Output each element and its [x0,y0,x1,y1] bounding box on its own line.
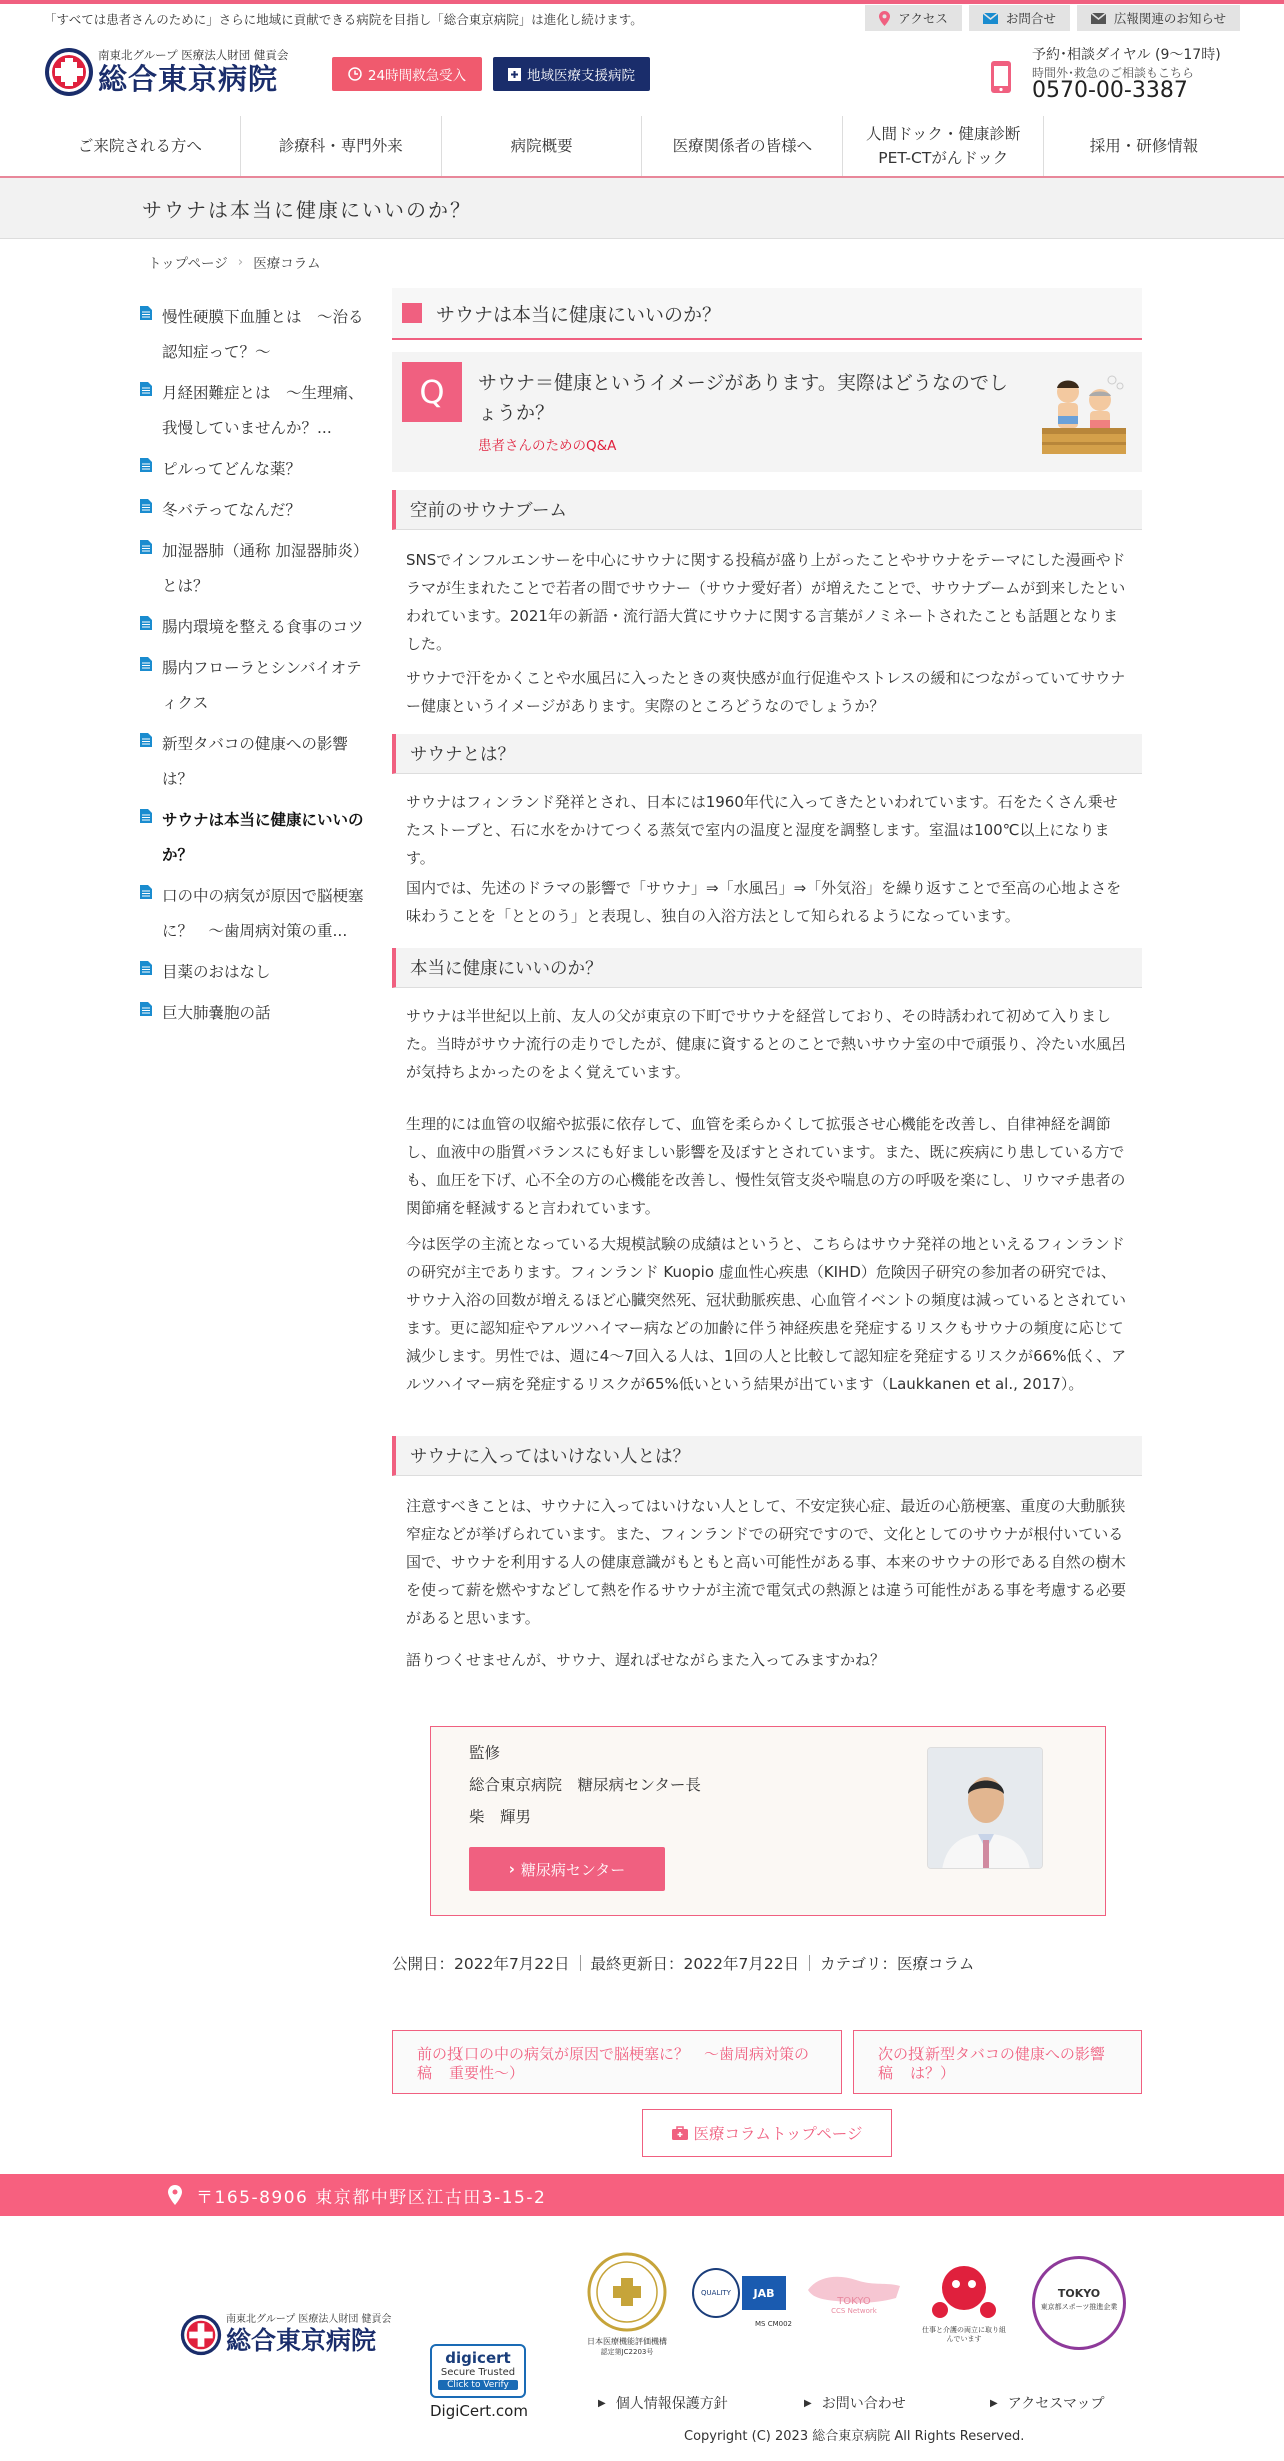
document-icon [140,540,152,554]
column-top-button[interactable] [642,2109,892,2157]
phone-hours: 予約･相談ダイヤル (9〜17時) [1032,47,1221,63]
nav-checkup[interactable]: 人間ドック・健康診断 PET-CTがんドック [843,116,1044,176]
sidebar-item-label: ピルってどんな薬？ [162,460,302,478]
contact-label: お問合せ [1005,11,1056,26]
chevron-right-icon: › [237,254,244,270]
top-links [865,5,1240,31]
sidebar-item[interactable] [140,651,370,721]
top-accent-line [0,0,1284,4]
question-box [392,352,1142,472]
sports-badge [1032,2256,1126,2350]
diabetes-center-button[interactable] [469,1847,665,1891]
pr-news-label: 広報関連のお知らせ [1113,11,1226,26]
sidebar-item[interactable] [140,493,370,528]
section-paragraph: 国内では、先述のドラマの影響で「サウナ」⇒「水風呂」⇒「外気浴」を繰り返すことで至高の心地よさを味わうことを「ととのう」と表現し、独自の入浴方法として知られるようになっています。 [406,879,1122,925]
sidebar-item[interactable] [140,727,370,797]
supervisor-dept: 総合東京病院 糖尿病センター長 [469,1776,701,1794]
section-paragraph: 今は医学の主流となっている大規模試験の成績はというと、こちらはサウナ発祥の地といえるフィンランドの研究が主であります。フィンランド Kuopio 虚血性心疾患（KIHD）危険因子研究の参加者の研究では、サウナ入浴の回数が増えるほど心臓突然死、冠状動脈疾患、心血管イベントの頻度は減っているとされています。更に認知症やアルツハイマー病などの加齢に伴う神経疾患を発症するリスクもサウナの頻度に応じて減少します。男性では、週に4〜7回入る人は、1回の人と比較して認知症を発症するリスクが66%低く、アルツハイマー病を発症するリスクが65%低いという結果が出ています（Laukkanen et al., 2017）。 [406,1235,1127,1393]
sidebar-item[interactable] [140,955,370,990]
tokyo-network-badge [804,2270,904,2326]
sidebar-item-label: 月経困難症とは 〜生理痛、我慢していませんか？... [162,384,364,437]
digicert-site: DigiCert.com [430,2402,528,2420]
nav-recruit[interactable]: 採用・研修情報 [1089,137,1199,155]
document-icon [140,382,152,396]
section-paragraph: サウナで汗をかくことや水風呂に入ったときの爽快感が血行促進やストレスの緩和につながっていてサウナー健康というイメージがあります。実際のところどうなのでしょうか？ [406,669,1126,715]
sidebar-item-label: 腸内フローラとシンバイオティクス [162,659,362,712]
sidebar-item-current[interactable] [140,803,370,873]
sauna-illustration-icon [1038,366,1130,458]
logo-subtitle: 南東北グループ 医療法人財団 健貢会 [98,48,289,62]
article-title: サウナは本当に健康にいいのか？ [436,303,722,326]
sidebar-item-label: サウナは本当に健康にいいのか？ [162,811,364,864]
section-paragraph: SNSでインフルエンサーを中心にサウナに関する投稿が盛り上がったことやサウナをテーマにした漫画やドラマが生まれたことで若者の間でサウナー（サウナ愛好者）が増えたことで、サウナブームが到来したといわれています。2021年の新語・流行語大賞にサウナに関する言葉がノミネートされたことも話題となりました。 [406,551,1126,653]
iso-badge [692,2268,792,2328]
work-care-mascot-icon [926,2260,1002,2322]
digicert-secure: Secure Trusted [440,2367,516,2378]
sidebar-item-label: 冬バテってなんだ？ [162,501,301,519]
phone-note: 時間外･救急のご相談もこちら [1032,66,1195,80]
emergency-label: 24時間救急受入 [367,68,467,84]
footer-logo-title: 総合東京病院 [226,2326,377,2355]
regional-support-button[interactable] [493,57,650,91]
meta-divider [580,1955,581,1971]
sidebar-item[interactable] [140,879,370,949]
footer-address: 〒165-8906 東京都中野区江古田3-15-2 [196,2187,547,2208]
sidebar-item[interactable] [140,534,370,604]
column-top-label: 医療コラムトップページ [693,2125,863,2143]
section-heading: サウナとは？ [392,734,1142,774]
meta-divider [809,1955,810,1971]
footer-contact-link[interactable] [804,2393,906,2413]
access-label: アクセス [898,11,948,26]
sidebar-item[interactable] [140,376,370,446]
medical-bag-icon [672,2126,688,2140]
clock-icon [348,67,362,81]
jab-mark: JAB [742,2276,786,2310]
footer-logo[interactable] [180,2314,392,2356]
footer-address-bar [0,2174,1284,2216]
footer-contact-label: お問い合わせ [821,2396,906,2412]
diabetes-center-label: 糖尿病センター [520,1860,626,1879]
access-map-link[interactable] [990,2393,1104,2413]
digicert-seal[interactable] [430,2344,526,2420]
digicert-name: digicert [445,2349,511,2367]
supervisor-photo [927,1747,1043,1869]
document-icon [140,657,152,671]
next-post-label: 次の投稿 [878,2045,924,2082]
accreditation-seal-icon [587,2252,667,2332]
access-link[interactable] [865,5,962,31]
section-paragraph: サウナは半世紀以上前、友人の父が東京の下町でサウナを経営しており、その時誘われて初めて入りました。当時がサウナ流行の走りでしたが、健康に資するとのことで熱いサウナ室の中で頑張り、冷たい水風呂が気持ちよかったのをよく覚えています。 [406,1007,1127,1081]
sidebar-item-label: 加湿器肺（通称 加湿器肺炎）とは？ [162,542,369,595]
breadcrumb-column[interactable]: 医療コラム [253,256,321,272]
section-heading: サウナに入ってはいけない人とは？ [392,1436,1142,1476]
prev-post-button[interactable] [392,2030,842,2094]
next-post-button[interactable] [853,2030,1142,2094]
title-square-icon [402,303,422,323]
privacy-label: 個人情報保護方針 [615,2396,728,2412]
footer-logo-subtitle: 南東北グループ 医療法人財団 健貢会 [226,2314,392,2325]
chevron-right-icon: › [508,1860,515,1878]
sidebar-item-label: 巨大肺嚢胞の話 [162,1004,271,1022]
published-date: 公開日：2022年7月22日 [392,1955,570,1973]
supervisor-name: 柴 輝男 [469,1808,532,1826]
quality-mark: QUALITY [692,2268,740,2318]
pr-news-link[interactable] [1077,5,1240,31]
section-paragraph: 語りつくせませんが、サウナ、遅ればせながらまた入ってみますかね？ [406,1651,885,1669]
question-text: サウナ＝健康というイメージがあります。実際はどうなのでしょうか？ [478,372,1008,424]
access-map-label: アクセスマップ [1007,2396,1105,2412]
plus-square-icon [508,68,521,81]
sidebar-item-label: 口の中の病気が原因で脳梗塞に？ 〜歯周病対策の重... [162,887,364,940]
nav-overview[interactable]: 病院概要 [442,116,643,176]
document-icon [140,458,152,472]
post-meta [392,1952,974,1974]
phone-number[interactable]: 0570-00-3387 [1032,78,1188,103]
sidebar-item-label: 慢性硬膜下血腫とは 〜治る認知症って？〜 [162,308,364,361]
map-pin-icon [168,2185,182,2205]
jcqhc-label: 日本医療機能評価機構 [587,2337,667,2346]
supervisor-label: 監修 [469,1744,501,1762]
prev-post-title: （口の中の病気が原因で脳梗塞に？ 〜歯周病対策の重要性〜） [449,2045,810,2082]
header-tagline: 「すべては患者さんのために」さらに地域に貢献できる病院を目指し「総合東京病院」は進化し続けます。 [44,12,643,27]
page-title: サウナは本当に健康にいいのか？ [142,198,472,222]
document-icon [140,499,152,513]
work-care-label: 仕事と介護の両立に取り組んでいます [922,2326,1006,2343]
sidebar-item-label: 新型タバコの健康への影響は？ [162,735,348,788]
hospital-emblem-icon [180,2314,222,2356]
section-heading: 空前のサウナブーム [392,490,1142,530]
sports-sub: 東京都スポーツ推進企業 [1040,2303,1118,2311]
mobile-phone-icon [990,60,1012,94]
document-icon [140,885,152,899]
breadcrumb [148,252,321,272]
copyright: Copyright (C) 2023 総合東京病院 All Rights Reserved. [684,2429,1025,2444]
sidebar-item[interactable] [140,452,370,487]
document-icon [140,306,152,320]
emergency-button[interactable] [332,57,482,91]
page-title-bar [0,178,1284,239]
sidebar-item[interactable] [140,610,370,645]
regional-support-label: 地域医療支援病院 [527,68,635,84]
envelope-icon [1091,13,1106,24]
supervisor-box [430,1726,1106,1916]
nav-departments[interactable]: 診療科・専門外来 [241,116,442,176]
document-icon [140,733,152,747]
digicert-verify: Click to Verify [438,2380,518,2390]
question-category: 患者さんのためのQ&A [478,438,617,454]
section-paragraph: 注意すべきことは、サウナに入ってはいけない人として、不安定狭心症、最近の心筋梗塞、重度の大動脈狭窄症などが挙げられています。また、フィンランドでの研究ですので、文化としてのサウナが根付いている国で、サウナを利用する人の健康意識がもともと高い可能性がある事、本来のサウナの形である自然の樹木を使って薪を燃やすなどして熱を作るサウナが主流で電気式の熱源とは違う可能性がある事を考慮する必要があると思います。 [406,1497,1127,1627]
sidebar-item[interactable] [140,300,370,370]
sidebar-item-label: 目薬のおはなし [162,963,271,981]
jcqhc-badge [584,2252,670,2357]
doctor-portrait-icon [928,1748,1043,1869]
sidebar [140,300,370,1037]
privacy-link[interactable] [598,2393,728,2413]
sidebar-item-label: 腸内環境を整える食事のコツ [162,618,364,636]
triangle-right-icon: ▶ [804,2397,812,2409]
logo-title: 総合東京病院 [98,62,279,96]
section-paragraph: サウナはフィンランド発祥とされ、日本には1960年代に入ってきたといわれています。石をたくさん乗せたストーブと、石に水をかけてつくる蒸気で室内の温度と湿度を調整します。室温は100℃以上になります。 [406,793,1118,867]
sports-label: TOKYO [1057,2287,1101,2300]
document-icon [140,616,152,630]
triangle-right-icon: ▶ [598,2397,606,2409]
hospital-emblem-icon [44,47,94,97]
jcqhc-sub: 認定第JC2203号 [600,2348,654,2356]
post-category[interactable]: カテゴリ：医療コラム [820,1955,975,1973]
tokyo-network-label: TOKYO [837,2296,871,2307]
nav-medical-professionals[interactable]: 医療関係者の皆様へ [642,116,843,176]
document-icon [140,1002,152,1016]
updated-date: 最終更新日：2022年7月22日 [590,1955,800,1973]
main-nav [40,116,1244,176]
contact-link[interactable] [969,5,1070,31]
jab-sub: MS CM002 [755,2320,792,2328]
article-title-bar [392,288,1142,340]
next-post-title: （新型タバコの健康への影響は？） [910,2045,1105,2082]
tokyo-network-sub: CCS Network [831,2307,877,2315]
mail-icon [983,13,998,24]
prev-post-label: 前の投稿 [417,2045,463,2082]
q-badge: Q [402,362,462,422]
sidebar-item[interactable] [140,996,370,1031]
triangle-right-icon: ▶ [990,2397,998,2409]
work-care-badge [922,2260,1006,2344]
section-heading: 本当に健康にいいのか？ [392,948,1142,988]
article [392,288,1142,1669]
nav-visitors[interactable]: ご来院される方へ [40,116,241,176]
document-icon [140,809,152,823]
document-icon [140,961,152,975]
breadcrumb-home[interactable]: トップページ [148,256,228,272]
section-paragraph: 生理的には血管の収縮や拡張に依存して、血管を柔らかくして拡張させ心機能を改善し、自律神経を調節し、血液中の脂質バランスにも好ましい影響を及ぼすとされています。また、既に疾病にり患している方でも、血圧を下げ、心不全の方の心機能を改善し、慢性気管支炎や喘息の方の呼吸を楽にし、リウマチ患者の関節痛を軽減すると言われています。 [406,1115,1126,1217]
hospital-logo[interactable] [44,47,288,97]
map-pin-icon [879,11,890,26]
